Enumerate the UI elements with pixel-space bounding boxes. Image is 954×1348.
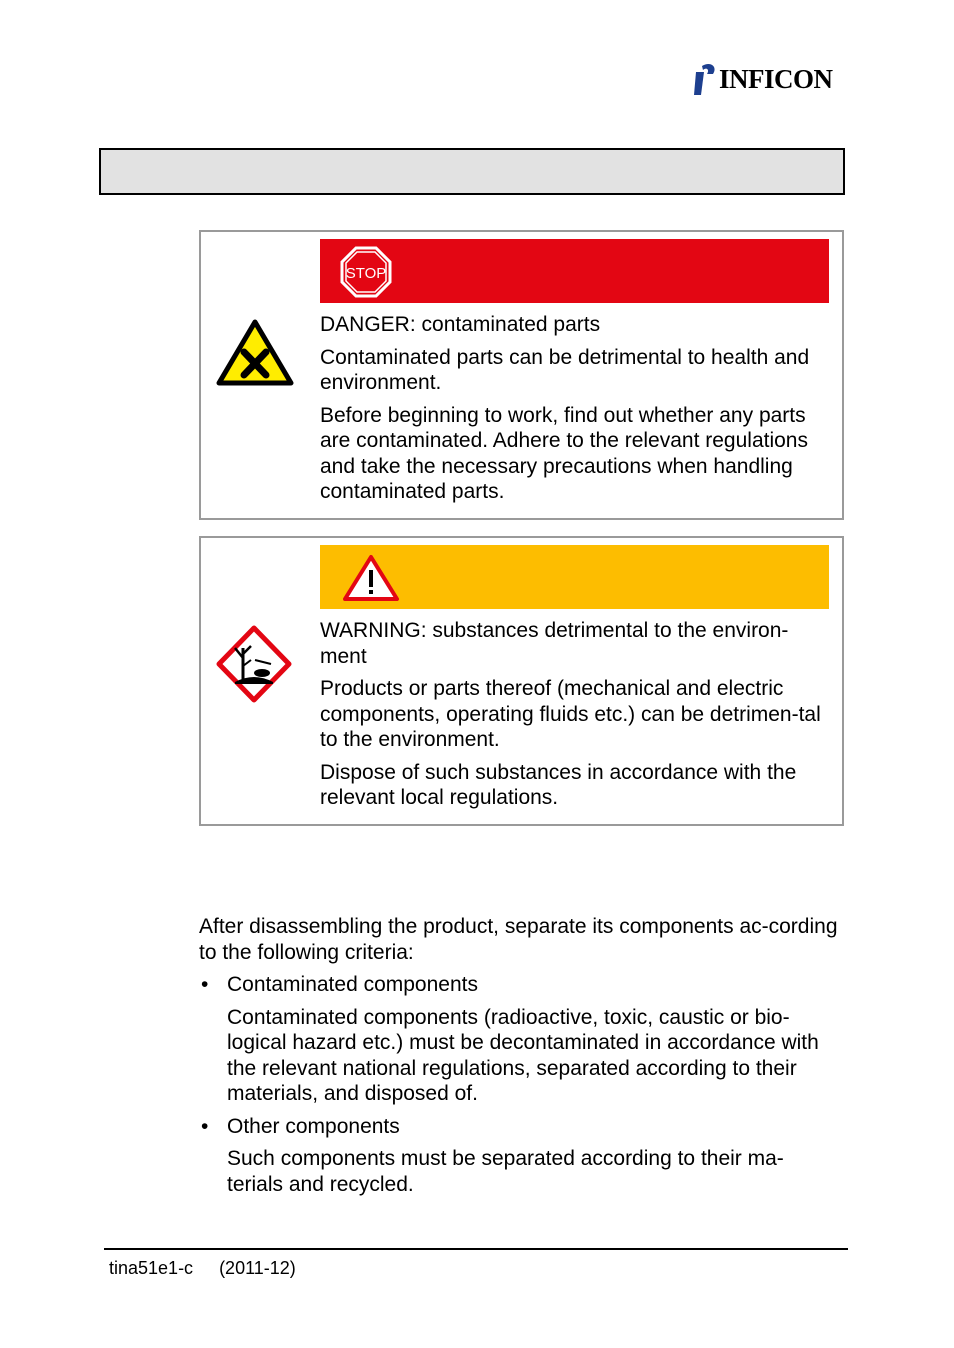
danger-instructions: Before beginning to work, find out whether any parts are contaminated. Adhere to the relevant regulations and take the necessary precautions when handling contaminated parts. — [320, 403, 808, 503]
footer-date: (2011-12) — [219, 1258, 296, 1278]
harmful-substance-icon — [216, 319, 294, 392]
list-item — [199, 972, 839, 998]
list-item-title: Other components — [227, 1114, 400, 1138]
environmental-hazard-icon — [215, 624, 293, 709]
list-item-description: Such components must be separated according to their ma-terials and recycled. — [227, 1147, 784, 1196]
danger-title: DANGER: contaminated parts — [320, 313, 601, 336]
svg-text:STOP: STOP — [345, 265, 387, 282]
danger-signal-bar — [320, 239, 829, 303]
warning-notice-text — [320, 618, 835, 818]
footer-divider — [104, 1248, 848, 1250]
disposal-instructions — [199, 914, 839, 1204]
warning-instructions: Dispose of such substances in accordance with the relevant local regulations. — [320, 760, 797, 809]
bullet-icon: • — [201, 973, 209, 996]
footer-doc-id: tina51e1-c — [109, 1258, 194, 1278]
warning-description: Products or parts thereof (mechanical and electric components, operating fluids etc.) can be detrimen-tal to the environment. — [320, 677, 821, 751]
warning-title: WARNING: substances detrimental to the environ-ment — [320, 619, 789, 668]
danger-description: Contaminated parts can be detrimental to health and environment. — [320, 345, 810, 394]
stop-sign-icon — [340, 246, 392, 303]
warning-signal-bar — [320, 545, 829, 609]
inficon-logo-icon — [694, 62, 718, 96]
list-item — [199, 1114, 839, 1140]
warning-notice — [199, 536, 844, 826]
footer — [109, 1257, 296, 1279]
danger-notice-text — [320, 312, 835, 512]
bullet-icon: • — [201, 1114, 209, 1138]
list-item-description: Contaminated components (radioactive, toxic, caustic or bio-logical hazard etc.) must be decontaminated in accordance with the relevant national regulations, separated according to their materials, and disposed of. — [227, 1005, 819, 1105]
danger-notice — [199, 230, 844, 520]
list-item-title: Contaminated components — [227, 973, 478, 996]
intro-paragraph: After disassembling the product, separate its components ac-cording to the following criteria: — [199, 915, 838, 964]
inficon-logo — [694, 62, 846, 96]
section-heading-bar — [99, 148, 845, 195]
warning-triangle-icon — [342, 554, 400, 607]
logo-wordmark: INFICON — [719, 64, 833, 94]
